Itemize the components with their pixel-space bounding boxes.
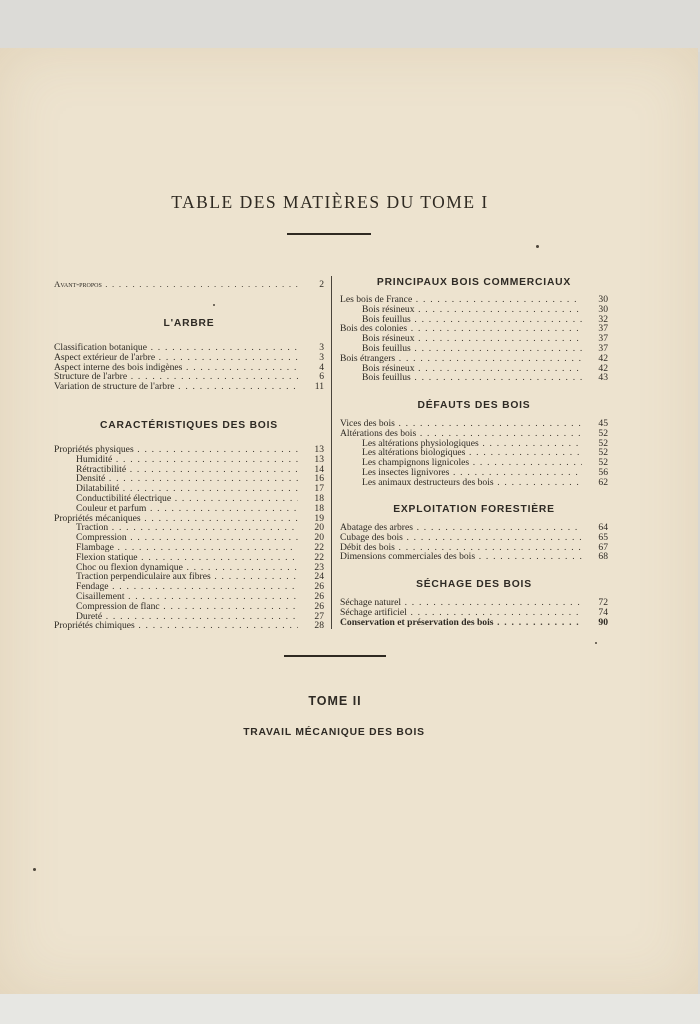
page-title: TABLE DES MATIÈRES DU TOME I <box>171 192 489 212</box>
toc-page-number: 6 <box>319 371 324 383</box>
section-heading-exploitation: EXPLOITATION FORESTIÈRE <box>393 504 555 515</box>
toc-entry-title: Les champignons lignicoles . . . <box>362 458 582 468</box>
toc-page-number: 52 <box>598 427 608 439</box>
toc-page-number: 30 <box>598 303 608 315</box>
section-heading-caracteristiques: CARACTÉRISTIQUES DES BOIS <box>100 420 278 431</box>
toc-page-number: 20 <box>314 532 324 544</box>
toc-entry-title: Conservation et préservation des bois . . . <box>340 618 582 628</box>
toc-page-number: 90 <box>598 616 608 628</box>
toc-page-number: 3 <box>319 351 324 363</box>
toc-page-number: 26 <box>314 590 324 602</box>
paper-speck <box>33 868 36 871</box>
toc-entry-title: Bois résineux . . . <box>362 305 582 315</box>
toc-entry-title: Propriétés mécaniques . . . <box>54 514 298 524</box>
toc-page-number: 20 <box>314 522 324 534</box>
toc-page-number: 37 <box>598 323 608 335</box>
toc-page-number: 14 <box>314 463 324 475</box>
toc-page-number: 26 <box>314 600 324 612</box>
paper-speck <box>213 304 215 306</box>
toc-entry-title: Les insectes lignivores . . . <box>362 468 582 478</box>
column-divider <box>331 276 332 629</box>
tome-2-subtitle: TRAVAIL MÉCANIQUE DES BOIS <box>243 727 425 738</box>
toc-page-number: 13 <box>314 444 324 455</box>
toc-entry-title: Humidité . . . <box>76 455 298 465</box>
toc-page-number: 19 <box>314 512 324 524</box>
toc-page-number: 22 <box>314 541 324 553</box>
section-heading-sechage: SÉCHAGE DES BOIS <box>416 579 532 590</box>
toc-entry-title: Les bois de France . . . <box>340 295 582 305</box>
toc-entry-title: Les altérations physiologiques . . . <box>362 439 582 449</box>
toc-entry-title: Classification botanique . . . <box>54 343 298 353</box>
toc-entry-title: Séchage artificiel . . . <box>340 608 582 618</box>
toc-page-number: 52 <box>598 457 608 469</box>
toc-page-number: 45 <box>598 418 608 429</box>
toc-page-number: 28 <box>314 620 324 632</box>
toc-entry-title: Les animaux destructeurs des bois . . . <box>362 478 582 488</box>
toc-page-number: 52 <box>598 447 608 459</box>
toc-entry-title: Dureté . . . <box>76 612 298 622</box>
toc-entry-title: Bois résineux . . . <box>362 364 582 374</box>
toc-page-number: 30 <box>598 294 608 305</box>
toc-page-number: 43 <box>598 372 608 384</box>
toc-entry-title: Avant-propos . . . <box>54 280 298 290</box>
toc-page-number: 72 <box>598 597 608 608</box>
toc-page-number: 24 <box>314 571 324 583</box>
toc-entry-title: Couleur et parfum . . . <box>76 504 298 514</box>
toc-entry-title: Débit des bois . . . <box>340 543 582 553</box>
toc-entry-title: Dilatabilité . . . <box>76 484 298 494</box>
title-underline <box>287 233 371 235</box>
toc-entry-title: Dimensions commerciales des bois . . . <box>340 552 582 562</box>
toc-entry-title: Bois résineux . . . <box>362 334 582 344</box>
toc-page-number: 74 <box>598 606 608 618</box>
toc-page-number: 64 <box>598 522 608 533</box>
toc-entry-title: Abatage des arbres . . . <box>340 523 582 533</box>
toc-entry-title: Altérations des bois . . . <box>340 429 582 439</box>
toc-page-number: 22 <box>314 551 324 563</box>
toc-page-number: 56 <box>598 466 608 478</box>
scan-background-bottom <box>0 994 700 1024</box>
tome-2-title: TOME II <box>308 694 362 708</box>
toc-entry-title: Structure de l'arbre . . . <box>54 372 298 382</box>
toc-page-number: 13 <box>314 453 324 465</box>
paper-speck <box>536 245 539 248</box>
toc-page-number: 42 <box>598 362 608 374</box>
scan-background-top <box>0 0 700 52</box>
toc-page-number: 3 <box>319 342 324 353</box>
toc-entry-title: Les altérations biologiques . . . <box>362 448 582 458</box>
toc-entry-title: Bois feuillus . . . <box>362 344 582 354</box>
toc-entry-title: Densité . . . <box>76 474 298 484</box>
toc-page-number: 68 <box>598 551 608 563</box>
toc-page-number: 37 <box>598 342 608 354</box>
toc-entry-title: Conductibilité électrique . . . <box>76 494 298 504</box>
toc-entry-title: Flambage . . . <box>76 543 298 553</box>
toc-page-number: 2 <box>319 279 324 290</box>
toc-page-number: 27 <box>314 610 324 622</box>
toc-entry-title: Bois feuillus . . . <box>362 373 582 383</box>
toc-page-number: 52 <box>598 437 608 449</box>
toc-page-number: 4 <box>319 361 324 373</box>
toc-entry-title: Bois des colonies . . . <box>340 324 582 334</box>
section-heading-principaux-bois: PRINCIPAUX BOIS COMMERCIAUX <box>376 277 572 288</box>
toc-entry-title: Rétractibilité . . . <box>76 465 298 475</box>
toc-page-number: 26 <box>314 581 324 593</box>
toc-entry-title: Propriétés physiques . . . <box>54 445 298 455</box>
toc-page-number: 23 <box>314 561 324 573</box>
toc-entry-title: Aspect interne des bois indigènes . . . <box>54 363 298 373</box>
section-separator-rule <box>284 655 386 657</box>
toc-page-number: 67 <box>598 541 608 553</box>
toc-page-number: 62 <box>598 476 608 488</box>
toc-entry-title: Bois étrangers . . . <box>340 354 582 364</box>
toc-entry-title: Aspect extérieur de l'arbre . . . <box>54 353 298 363</box>
toc-entry-title: Propriétés chimiques . . . <box>54 621 298 631</box>
paper-speck <box>595 642 597 644</box>
toc-page-number: 16 <box>314 473 324 485</box>
toc-entry-title: Cubage des bois . . . <box>340 533 582 543</box>
toc-entry-title: Variation de structure de l'arbre . . . <box>54 382 298 392</box>
toc-entry-title: Traction . . . <box>76 523 298 533</box>
toc-page-number: 65 <box>598 531 608 543</box>
toc-page-number: 17 <box>314 483 324 495</box>
toc-page-number: 32 <box>598 313 608 325</box>
toc-entry-title: Traction perpendiculaire aux fibres . . . <box>76 572 298 582</box>
toc-entry-title: Fendage . . . <box>76 582 298 592</box>
section-heading-defauts: DÉFAUTS DES BOIS <box>417 400 531 411</box>
toc-entry-title: Séchage naturel . . . <box>340 598 582 608</box>
toc-entry-title: Vices des bois . . . <box>340 419 582 429</box>
toc-entry-title: Cisaillement . . . <box>76 592 298 602</box>
toc-page-number: 42 <box>598 352 608 364</box>
toc-entry-title: Bois feuillus . . . <box>362 315 582 325</box>
section-heading-arbre: L'ARBRE <box>163 318 215 329</box>
toc-page-number: 37 <box>598 333 608 345</box>
toc-page-number: 11 <box>314 381 324 393</box>
toc-page-number: 18 <box>314 502 324 514</box>
toc-entry-title: Flexion statique . . . <box>76 553 298 563</box>
toc-page-number: 18 <box>314 492 324 504</box>
toc-entry-title: Compression de flanc . . . <box>76 602 298 612</box>
toc-entry-title: Choc ou flexion dynamique . . . <box>76 563 298 573</box>
toc-entry-title: Compression . . . <box>76 533 298 543</box>
